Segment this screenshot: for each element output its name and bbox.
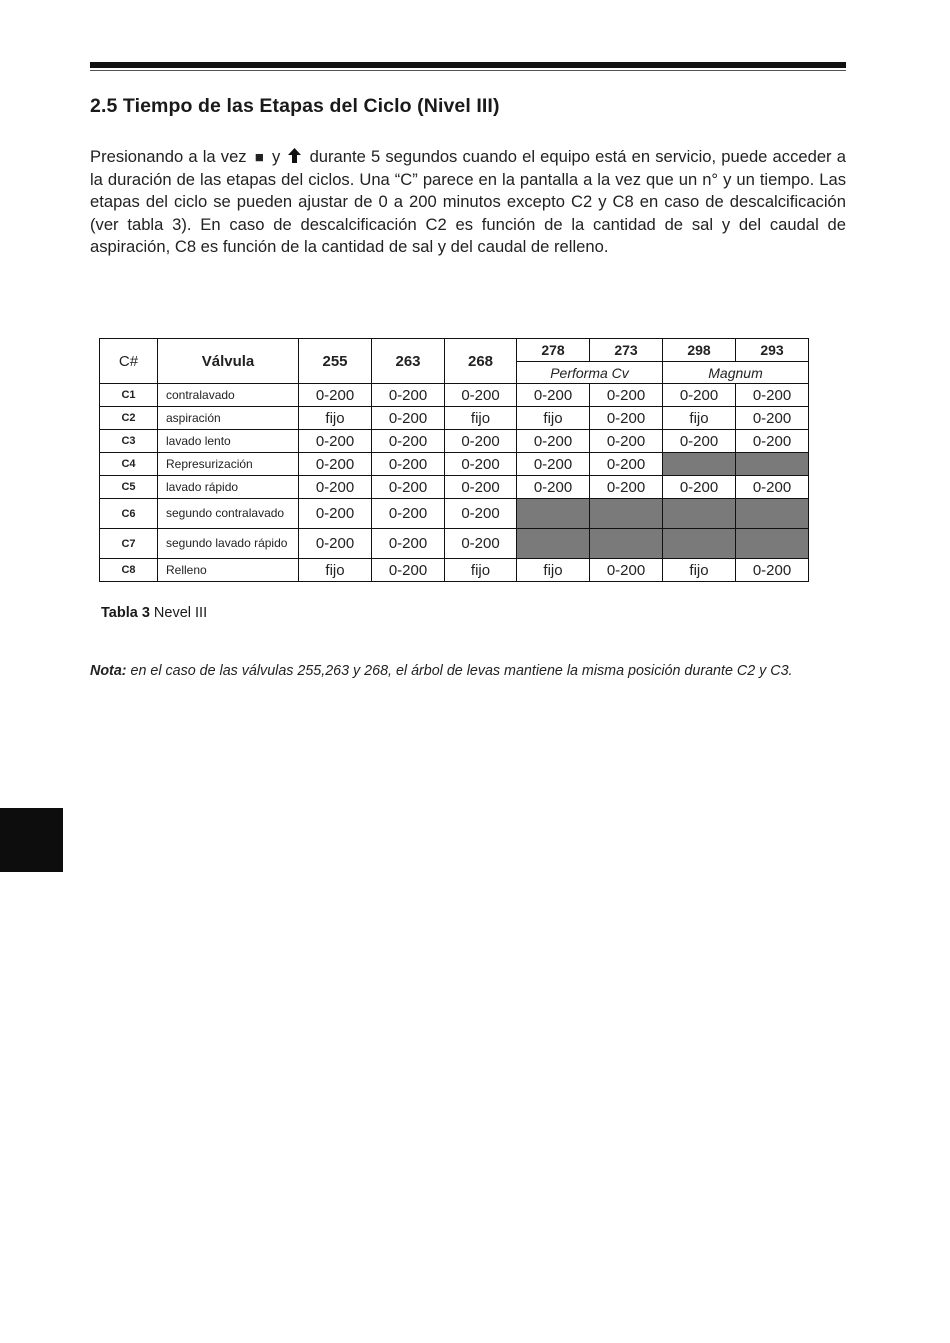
caption-rest: Nevel III bbox=[149, 605, 208, 621]
header-col-263: 263 bbox=[372, 339, 445, 384]
table-row bbox=[100, 407, 809, 430]
shaded-cell bbox=[517, 529, 590, 559]
intro-part3: durante 5 segundos cuando el equipo está en servicio, puede acceder a la duración de las etapas del ciclos. Una “C” parece en la pantalla a la vez que un n° y un tiempo. Las etapas del ciclo se pueden ajustar de 0 a 200 minutos excepto C2 y C8 en caso de descalcificación (ver tabla 3). En caso de descalcificación C2 es función de la cantidad de sal y del caudal de aspiración, C8 es función de la cantidad de sal y del caudal de relleno. bbox=[90, 147, 846, 256]
value-cell: 0-200 bbox=[299, 529, 372, 559]
table-row bbox=[100, 453, 809, 476]
step-cell: C7 bbox=[100, 529, 158, 559]
shaded-cell bbox=[663, 529, 736, 559]
table-row bbox=[100, 499, 809, 529]
step-cell: C5 bbox=[100, 476, 158, 499]
note-label: Nota: bbox=[90, 663, 127, 679]
note-text: en el caso de las válvulas 255,263 y 268, el árbol de levas mantiene la misma posición durante C2 y C3. bbox=[126, 663, 793, 679]
value-cell: fijo bbox=[445, 559, 517, 582]
value-cell: 0-200 bbox=[372, 384, 445, 407]
top-rule bbox=[90, 62, 846, 68]
value-cell: 0-200 bbox=[663, 476, 736, 499]
shaded-cell bbox=[590, 499, 663, 529]
value-cell: 0-200 bbox=[736, 407, 809, 430]
step-cell: C3 bbox=[100, 430, 158, 453]
shaded-cell bbox=[736, 529, 809, 559]
value-cell: 0-200 bbox=[736, 430, 809, 453]
value-cell: 0-200 bbox=[299, 384, 372, 407]
note bbox=[90, 662, 850, 682]
step-cell: C6 bbox=[100, 499, 158, 529]
header-col-293: 293 bbox=[736, 339, 809, 362]
step-label-cell: lavado lento bbox=[158, 430, 299, 453]
side-tab-marker bbox=[0, 808, 63, 872]
table-row bbox=[100, 430, 809, 453]
header-valve: Válvula bbox=[158, 339, 299, 384]
value-cell: 0-200 bbox=[736, 559, 809, 582]
step-label-cell: Relleno bbox=[158, 559, 299, 582]
value-cell: 0-200 bbox=[663, 430, 736, 453]
value-cell: 0-200 bbox=[372, 407, 445, 430]
value-cell: fijo bbox=[663, 559, 736, 582]
value-cell: 0-200 bbox=[445, 529, 517, 559]
shaded-cell bbox=[736, 453, 809, 476]
intro-paragraph bbox=[90, 146, 846, 258]
section-title: 2.5 Tiempo de las Etapas del Ciclo (Nivel III) bbox=[90, 95, 500, 117]
shaded-cell bbox=[517, 499, 590, 529]
value-cell: 0-200 bbox=[590, 384, 663, 407]
value-cell: 0-200 bbox=[517, 384, 590, 407]
value-cell: 0-200 bbox=[445, 430, 517, 453]
table-row bbox=[100, 529, 809, 559]
shaded-cell bbox=[663, 453, 736, 476]
table-caption bbox=[101, 605, 207, 621]
value-cell: 0-200 bbox=[372, 453, 445, 476]
value-cell: 0-200 bbox=[590, 453, 663, 476]
header-col-268: 268 bbox=[445, 339, 517, 384]
table-row bbox=[100, 476, 809, 499]
step-label-cell: segundo contralavado bbox=[158, 499, 299, 529]
cycle-steps-table bbox=[99, 338, 809, 582]
value-cell: 0-200 bbox=[445, 499, 517, 529]
value-cell: 0-200 bbox=[517, 430, 590, 453]
value-cell: fijo bbox=[663, 407, 736, 430]
step-cell: C2 bbox=[100, 407, 158, 430]
step-label-cell: aspiración bbox=[158, 407, 299, 430]
value-cell: 0-200 bbox=[590, 430, 663, 453]
value-cell: 0-200 bbox=[517, 453, 590, 476]
value-cell: 0-200 bbox=[299, 499, 372, 529]
value-cell: 0-200 bbox=[736, 384, 809, 407]
value-cell: 0-200 bbox=[663, 384, 736, 407]
shaded-cell bbox=[590, 529, 663, 559]
group-magnum: Magnum bbox=[663, 362, 809, 384]
header-col-278: 278 bbox=[517, 339, 590, 362]
header-col-255: 255 bbox=[299, 339, 372, 384]
header-step: C# bbox=[100, 339, 158, 384]
value-cell: 0-200 bbox=[590, 407, 663, 430]
value-cell: 0-200 bbox=[736, 476, 809, 499]
shaded-cell bbox=[736, 499, 809, 529]
intro-part1: Presionando a la vez bbox=[90, 147, 247, 166]
value-cell: fijo bbox=[517, 407, 590, 430]
value-cell: 0-200 bbox=[445, 384, 517, 407]
top-rule-thin bbox=[90, 70, 846, 71]
header-col-298: 298 bbox=[663, 339, 736, 362]
value-cell: 0-200 bbox=[445, 476, 517, 499]
value-cell: fijo bbox=[299, 559, 372, 582]
intro-part2: y bbox=[271, 147, 281, 166]
value-cell: 0-200 bbox=[372, 499, 445, 529]
step-cell: C1 bbox=[100, 384, 158, 407]
step-label-cell: lavado rápido bbox=[158, 476, 299, 499]
square-icon: ■ bbox=[254, 149, 264, 166]
value-cell: fijo bbox=[299, 407, 372, 430]
table-row bbox=[100, 559, 809, 582]
step-label-cell: contralavado bbox=[158, 384, 299, 407]
value-cell: 0-200 bbox=[590, 476, 663, 499]
value-cell: 0-200 bbox=[517, 476, 590, 499]
value-cell: 0-200 bbox=[372, 430, 445, 453]
value-cell: 0-200 bbox=[372, 559, 445, 582]
group-performa-cv: Performa Cv bbox=[517, 362, 663, 384]
value-cell: 0-200 bbox=[590, 559, 663, 582]
caption-bold: Tabla 3 bbox=[101, 605, 150, 621]
value-cell: 0-200 bbox=[299, 453, 372, 476]
value-cell: 0-200 bbox=[372, 529, 445, 559]
step-label-cell: Represurización bbox=[158, 453, 299, 476]
step-label-cell: segundo lavado rápido bbox=[158, 529, 299, 559]
value-cell: 0-200 bbox=[299, 476, 372, 499]
value-cell: 0-200 bbox=[372, 476, 445, 499]
step-cell: C4 bbox=[100, 453, 158, 476]
value-cell: fijo bbox=[445, 407, 517, 430]
up-arrow-icon bbox=[285, 147, 304, 169]
shaded-cell bbox=[663, 499, 736, 529]
value-cell: 0-200 bbox=[445, 453, 517, 476]
step-cell: C8 bbox=[100, 559, 158, 582]
table-row bbox=[100, 384, 809, 407]
header-col-273: 273 bbox=[590, 339, 663, 362]
value-cell: fijo bbox=[517, 559, 590, 582]
value-cell: 0-200 bbox=[299, 430, 372, 453]
